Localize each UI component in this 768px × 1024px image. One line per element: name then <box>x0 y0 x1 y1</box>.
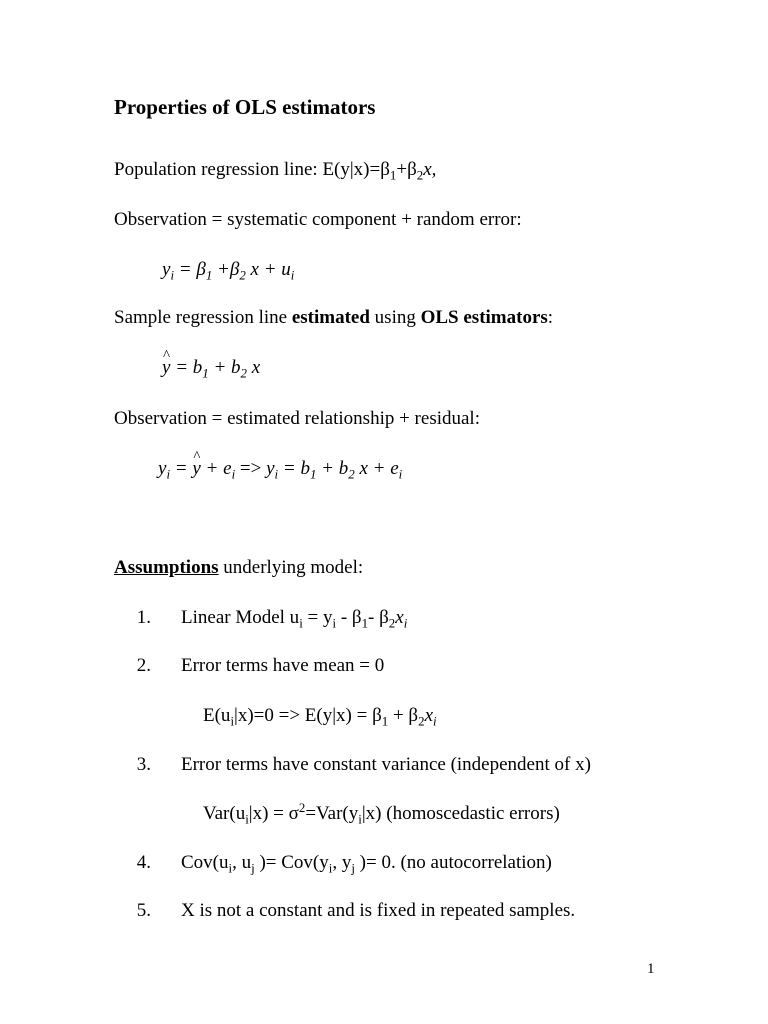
list-item-constant-variance: Error terms have constant variance (independent of x) <box>181 754 591 775</box>
y-hat-symbol: ^ y <box>192 459 200 478</box>
equation-residual: $y_i$ = ^ $y + e_i => y_i = b_1 + b_2$ $x + e_i$ <box>158 459 402 478</box>
list-number: 2. <box>136 655 151 676</box>
y-hat-symbol: ^ y <box>162 358 170 377</box>
observation-residual: Observation = estimated relationship + residual: <box>114 408 480 429</box>
equation-error-mean: $E(u_i|x)=0 => E(y|x) = \beta_1 + \beta_2x_i$ <box>203 705 437 729</box>
list-number: 4. <box>136 852 151 873</box>
list-number: 5. <box>136 900 151 921</box>
population-line: Population regression line: $E(y|x)=\beta_1+\beta_2x$, <box>114 159 437 183</box>
sample-regression-line: Sample regression line estimated using OLS estimators: <box>114 307 554 328</box>
list-item-error-mean: Error terms have mean = 0 <box>181 655 385 676</box>
list-item-linear-model: Linear Model $u_i = y_i - \beta_1-$ $\beta_2x_i$ <box>181 607 408 631</box>
equation-population-model: $y_i = \beta_1 +\beta_2$ $x + u_i$ <box>162 259 295 283</box>
page-number: 1 <box>647 961 655 977</box>
list-number: 3. <box>136 754 151 775</box>
list-number: 1. <box>136 607 151 628</box>
observation-systematic: Observation = systematic component + random error: <box>114 209 522 230</box>
page-title: Properties of OLS estimators <box>114 95 376 119</box>
list-item-fixed-x: X is not a constant and is fixed in repeated samples. <box>181 900 576 921</box>
equation-sample-line: ^ $y = b_1 + b_2$ x <box>162 358 260 377</box>
equation-variance: $Var(u_i|x) = \sigma^2=Var(y_i|x)$ (homoscedastic errors) <box>203 799 560 827</box>
list-item-no-autocorrelation: $Cov(u_i$, $u_j$ )= $Cov(y_i$, $y_j$ )= 0. (no autocorrelation) <box>181 852 552 876</box>
assumptions-heading: Assumptions underlying model: <box>114 557 364 578</box>
